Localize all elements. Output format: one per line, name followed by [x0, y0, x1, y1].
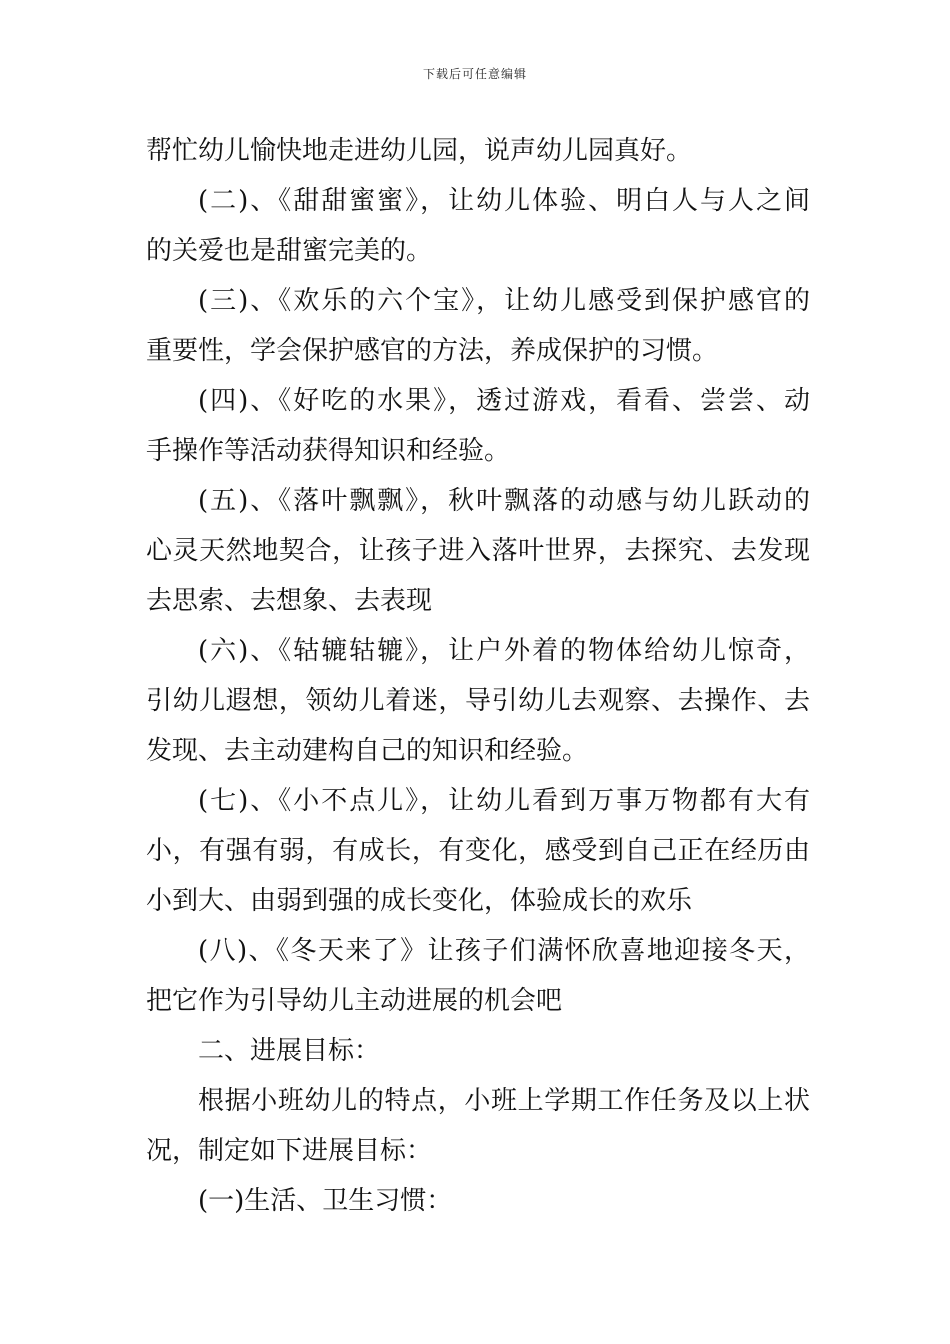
text-line: (一)生活、卫生习惯： — [198, 1186, 453, 1216]
text-line: (八)、《冬天来了》让孩子们满怀欣喜地迎接冬天， — [198, 936, 810, 966]
document-body — [146, 126, 810, 1226]
text-line: (二)、《甜甜蜜蜜》，让幼儿体验、明白人与人之间 — [198, 186, 810, 216]
text-line: (四)、《好吃的水果》，透过游戏，看看、尝尝、动 — [198, 386, 810, 416]
text-line: 小，有强有弱，有成长，有变化，感受到自己正在经历由 — [146, 836, 810, 866]
text-line: (七)、《小不点儿》，让幼儿看到万事万物都有大有 — [198, 786, 810, 816]
text-line: 去思索、去想象、去表现 — [146, 586, 433, 616]
text-line: 发现、去主动建构自己的知识和经验。 — [146, 736, 589, 766]
text-line: (五)、《落叶飘飘》，秋叶飘落的动感与幼儿跃动的 — [198, 486, 810, 516]
text-line: 根据小班幼儿的特点，小班上学期工作任务及以上状 — [198, 1086, 810, 1116]
text-line: 把它作为引导幼儿主动进展的机会吧 — [146, 986, 563, 1016]
text-line: 的关爱也是甜蜜完美的。 — [146, 236, 433, 266]
page-header: 下载后可任意编辑 — [422, 67, 527, 81]
text-line: 引幼儿遐想，领幼儿着迷，导引幼儿去观察、去操作、去 — [146, 686, 810, 716]
text-line: 心灵天然地契合，让孩子进入落叶世界，去探究、去发现 — [146, 536, 810, 566]
text-line: 手操作等活动获得知识和经验。 — [146, 436, 511, 466]
text-line: 帮忙幼儿愉快地走进幼儿园，说声幼儿园真好。 — [146, 136, 693, 166]
text-line: 二、进展目标： — [198, 1036, 381, 1066]
text-line: 小到大、由弱到强的成长变化，体验成长的欢乐 — [146, 886, 693, 916]
text-line: (三)、《欢乐的六个宝》，让幼儿感受到保护感官的 — [198, 286, 810, 316]
text-line: 重要性，学会保护感官的方法，养成保护的习惯。 — [146, 336, 719, 366]
text-line: 况，制定如下进展目标： — [146, 1136, 433, 1166]
text-line: (六)、《轱辘轱辘》，让户外着的物体给幼儿惊奇， — [198, 636, 810, 666]
